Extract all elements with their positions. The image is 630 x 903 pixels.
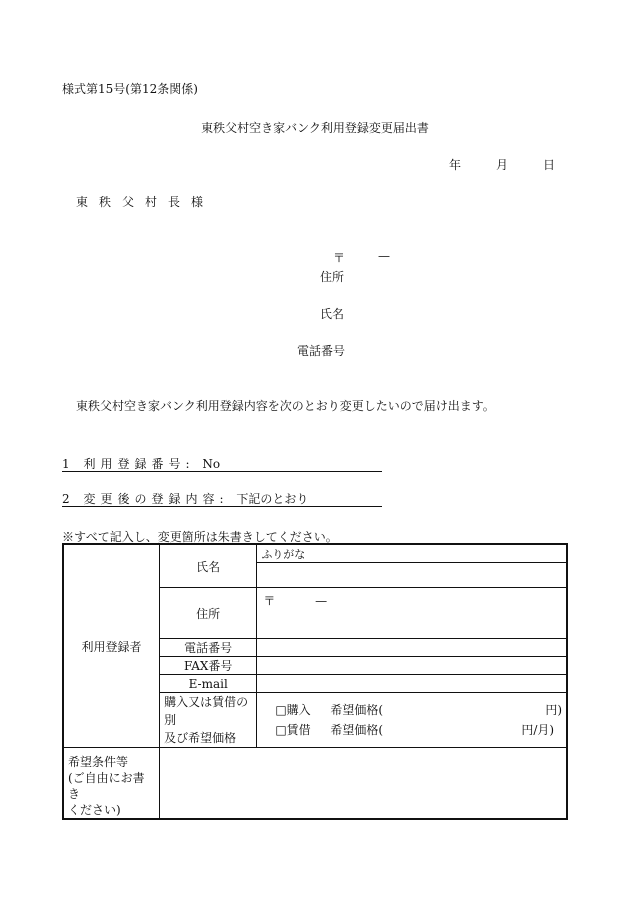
postal-dash: — (378, 249, 390, 263)
fax-label: FAX番号 (160, 657, 257, 675)
item1-label: 1 利用登録番号: (62, 457, 195, 471)
purchase-rent-label (160, 693, 257, 748)
item1-value: No (202, 457, 221, 471)
tel-label: 電話番号 (160, 639, 257, 657)
price-label-rent: 希望価格( (330, 723, 383, 737)
address-label: 住所 (160, 588, 257, 639)
purchase-label-line2: 及び希望価格 (164, 731, 237, 745)
conditions-label-line2: (ご自由にお書き (68, 771, 145, 801)
name-label: 氏名 (160, 544, 257, 588)
conditions-field[interactable] (160, 748, 567, 820)
option-rent-checkbox[interactable]: □賃借 (275, 723, 311, 737)
option-buy-checkbox[interactable]: □購入 (275, 703, 311, 717)
price-label-buy: 希望価格( (330, 703, 383, 717)
item2-value: 下記のとおり (236, 492, 309, 506)
price-unit-rent: 円/月) (521, 723, 555, 737)
option-rent-row (275, 720, 562, 740)
postal-mark: 〒 (333, 251, 346, 265)
conditions-label-line1: 希望条件等 (68, 755, 129, 769)
conditions-label (63, 748, 160, 820)
name-field[interactable] (257, 563, 567, 588)
instruction-note: ※すべて記入し、変更箇所は朱書きしてください。 (62, 530, 338, 544)
date-month-label: 月 (496, 158, 509, 172)
price-unit-buy: 円) (545, 703, 562, 717)
address-field[interactable] (257, 588, 567, 639)
form-number: 様式第15号(第12条関係) (62, 82, 198, 96)
option-buy-row (275, 700, 562, 720)
applicant-name-label: 氏名 (320, 307, 345, 321)
registrant-label: 利用登録者 (63, 544, 160, 748)
purchase-label-line1: 購入又は賃借の別 (164, 695, 249, 727)
registration-table (62, 543, 568, 820)
date-day-label: 日 (543, 158, 556, 172)
purchase-rent-options (257, 693, 567, 748)
applicant-tel-label: 電話番号 (297, 344, 346, 358)
addressee: 東秩父村長様 (76, 195, 215, 209)
item-changed-content (62, 490, 382, 507)
table-postal-dash: — (315, 594, 328, 608)
body-text: 東秩父村空き家バンク利用登録内容を次のとおり変更したいので届け出ます。 (76, 399, 495, 413)
email-field[interactable] (257, 675, 567, 693)
furigana-field[interactable]: ふりがな (257, 544, 567, 563)
item2-label: 2 変更後の登録内容: (62, 492, 229, 506)
table-postal-mark: 〒 (263, 594, 276, 608)
date-year-label: 年 (449, 158, 462, 172)
conditions-label-line3: ください) (68, 803, 121, 817)
applicant-address-label: 住所 (320, 270, 345, 284)
item-registration-number (62, 455, 382, 472)
document-title: 東秩父村空き家バンク利用登録変更届出書 (201, 121, 429, 135)
email-label: E-mail (160, 675, 257, 693)
tel-field[interactable] (257, 639, 567, 657)
fax-field[interactable] (257, 657, 567, 675)
